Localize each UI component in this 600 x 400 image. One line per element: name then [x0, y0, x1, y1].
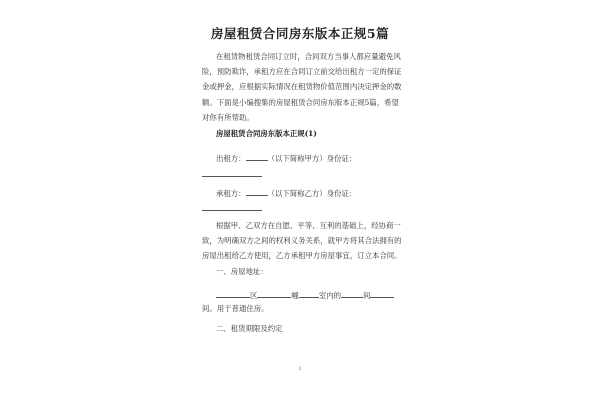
page-number: 1 — [298, 366, 302, 372]
intro-line-4: 额。下面是小编搜集的房屋租赁合同房东版本正规5篇，希望 — [202, 97, 399, 107]
body-line-3: 房屋出租给乙方使用，乙方承租甲方房屋事宜，订立本合同。 — [202, 251, 402, 261]
district-label: 区 — [250, 291, 258, 300]
section-title: 房屋租赁合同房东版本正规(1) — [216, 129, 317, 138]
lessee-field — [216, 187, 356, 199]
rooms-count-blank-2[interactable] — [370, 289, 394, 298]
lessee-name-blank[interactable] — [246, 187, 268, 196]
rooms-label: 间 — [363, 291, 371, 300]
document-title: 房屋租赁合同房东版本正规5篇 — [210, 26, 390, 41]
building-blank[interactable] — [257, 289, 291, 298]
body-line-1: 根据甲、乙双方在自愿、平等、互利的基础上，经协商一 — [216, 221, 401, 230]
intro-line-2: 险，预防欺诈，承租方应在合同订立前交给出租方一定的保证 — [202, 67, 402, 77]
body-paragraph — [202, 218, 402, 264]
clause-1-address — [216, 289, 394, 301]
clause-1-heading: 一、房屋地址： — [216, 267, 268, 276]
lessor-name-blank[interactable] — [246, 152, 268, 161]
lessor-field — [216, 152, 356, 164]
room-count-blank[interactable] — [341, 289, 363, 298]
clause-2-heading: 二、租赁期限及约定 — [216, 324, 283, 333]
intro-line-5: 对你有所帮助。 — [202, 112, 254, 122]
lessor-id-blank[interactable] — [202, 176, 262, 177]
lessor-suffix: （以下简称甲方）身份证： — [267, 154, 357, 163]
room-blank[interactable] — [299, 289, 319, 298]
room-of-label: 室内的 — [318, 291, 341, 300]
lessee-id-blank[interactable] — [202, 210, 262, 211]
intro-line-3: 金或押金，应根据实际情况在租赁物价值范围内决定押金的数 — [202, 82, 402, 92]
district-blank[interactable] — [216, 289, 250, 298]
intro-paragraph — [202, 49, 402, 125]
lessee-label: 承租方： — [216, 189, 246, 198]
intro-line-1: 在租赁物租赁合同订立时，合同双方当事人都应量避免风 — [216, 52, 401, 61]
building-label: 幢 — [291, 291, 299, 300]
lessor-label: 出租方： — [216, 154, 246, 163]
lessee-suffix: （以下简称乙方）身份证： — [267, 189, 357, 198]
clause-1-usage: 间。用于普通住房。 — [202, 304, 269, 313]
body-line-2: 致，为明确双方之间的权利义务关系，就甲方将其合法拥有的 — [202, 236, 402, 246]
